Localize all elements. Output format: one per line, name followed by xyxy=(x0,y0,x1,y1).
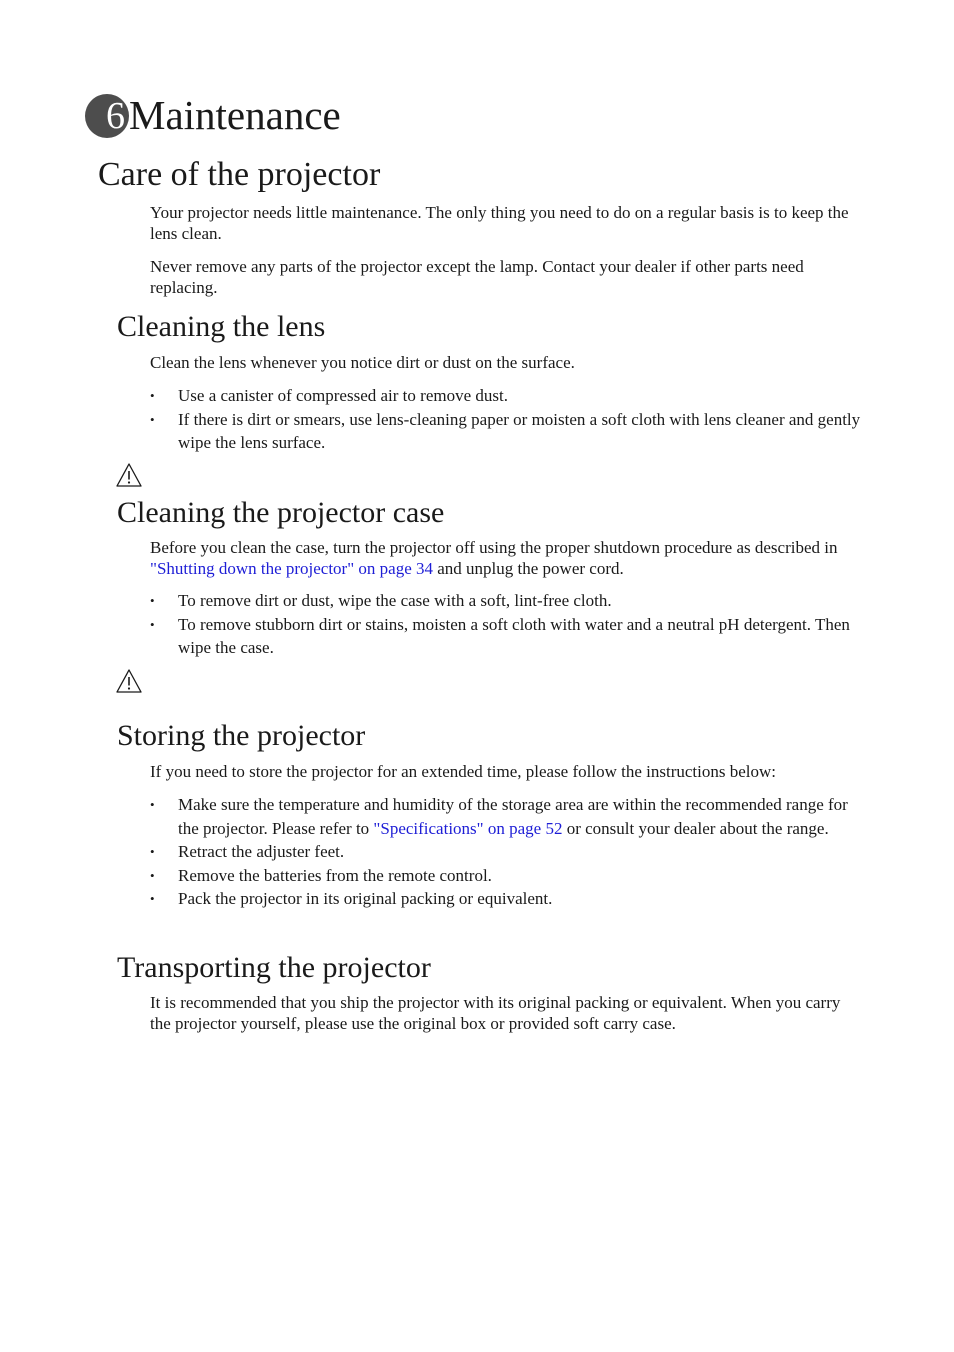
transport-paragraph: It is recommended that you ship the projector with its original packing or equivalent. When you carry the projector yourself, please use the original box or provided soft carry case. xyxy=(150,993,841,1033)
storing-bullet-text-end: or consult your dealer about the range. xyxy=(562,818,829,838)
list-item: • Remove the batteries from the remote control. xyxy=(150,864,865,888)
chapter-number-badge: 6 xyxy=(85,94,129,138)
case-bullet-list xyxy=(150,589,865,660)
case-intro-text: Before you clean the case, turn the projector off using the proper shutdown procedure as described in xyxy=(150,538,838,557)
care-paragraph-2: Never remove any parts of the projector except the lamp. Contact your dealer if other parts need replacing. xyxy=(150,257,804,297)
list-item: • To remove stubborn dirt or stains, moisten a soft cloth with water and a neutral pH detergent. Then wipe the case. xyxy=(150,613,865,660)
care-paragraph-1: Your projector needs little maintenance. The only thing you need to do on a regular basis is to keep the lens clean. xyxy=(150,203,849,243)
case-intro xyxy=(150,537,865,579)
storing-bullet-text: Make sure the temperature and humidity of the storage area are within the recommended range for the projector. Please refer to xyxy=(178,795,848,838)
case-intro-text-end: and unplug the power cord. xyxy=(433,559,624,578)
heading-cleaning-case: Cleaning the projector case xyxy=(117,496,445,529)
list-item: • Use a canister of compressed air to remove dust. xyxy=(150,384,865,408)
warning-triangle-icon xyxy=(115,668,143,694)
warning-triangle-icon xyxy=(115,462,143,488)
chapter-title: Maintenance xyxy=(129,92,341,138)
heading-care: Care of the projector xyxy=(98,156,381,193)
heading-cleaning-lens: Cleaning the lens xyxy=(117,310,326,343)
lens-bullet-list xyxy=(150,384,865,455)
specifications-link[interactable]: "Specifications" on page 52 xyxy=(373,818,563,838)
storing-bullet-list xyxy=(150,793,865,911)
list-item xyxy=(150,793,865,840)
list-item: • Pack the projector in its original packing or equivalent. xyxy=(150,887,865,911)
lens-intro: Clean the lens whenever you notice dirt or dust on the surface. xyxy=(150,353,575,372)
shutting-down-link[interactable]: "Shutting down the projector" on page 34 xyxy=(150,559,433,578)
storing-intro: If you need to store the projector for an extended time, please follow the instructions below: xyxy=(150,762,776,781)
list-item: • Retract the adjuster feet. xyxy=(150,840,865,864)
heading-transporting: Transporting the projector xyxy=(117,951,431,984)
heading-storing: Storing the projector xyxy=(117,719,366,752)
list-item: • To remove dirt or dust, wipe the case with a soft, lint-free cloth. xyxy=(150,589,865,613)
list-item: • If there is dirt or smears, use lens-cleaning paper or moisten a soft cloth with lens cleaner and gently wipe the lens surface. xyxy=(150,408,865,455)
